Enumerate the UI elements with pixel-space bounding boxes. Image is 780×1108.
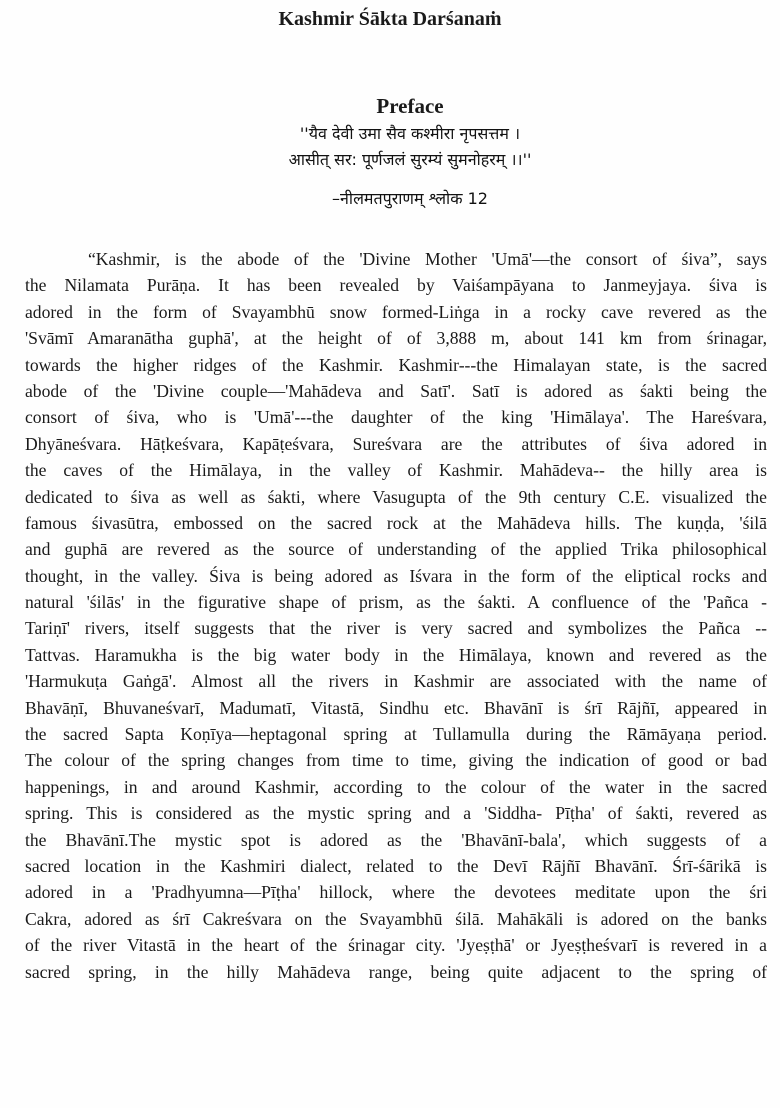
text-line: Bhavāṇī, Bhuvaneśvarī, Madumatī, Vitastā, Sindhu etc. Bhavānī is śrī Rājñī, appeared in xyxy=(25,697,767,718)
text-line: 'Harmukuṭa Gaṅgā'. Almost all the rivers in Kashmir are associated with the name of xyxy=(25,671,767,692)
text-line: the Nilamata Purāṇa. It has been revealed by Vaiśampāyana to Janmeyjaya. śiva is xyxy=(25,275,767,296)
text-line: of the river Vitastā in the heart of the śrinagar city. 'Jyeṣṭhā' or Jyeṣṭheśvarī is revered in a xyxy=(25,935,767,956)
text-line: sacred location in the Kashmiri dialect, related to the Devī Rājñī Bhavānī. Śrī-śārikā is xyxy=(25,855,767,876)
text-line: natural 'śilās' in the figurative shape of prism, as the śakti. A confluence of the 'Pañca - xyxy=(25,592,767,613)
epigraph-line-2: आसीत् सर: पूर्णजलं सुरम्यं सुमनोहरम् ।।'' xyxy=(288,150,532,169)
text-line: Tattvas. Haramukha is the big water body in the Himālaya, known and revered as the xyxy=(25,644,767,665)
text-line: the sacred Sapta Koṇīya—heptagonal spring at Tullamulla during the Rāmāyaṇa period. xyxy=(25,724,767,745)
epigraph-source: –नीलमतपुराणम् श्लोक 12 xyxy=(332,189,488,208)
text-line: adored in the form of Svayambhū snow formed-Liṅga in a rocky cave revered as the xyxy=(25,301,767,322)
text-line: dedicated to śiva as well as śakti, where Vasugupta of the 9th century C.E. visualized the xyxy=(25,486,767,507)
text-line: spring. This is considered as the mystic spring and a 'Siddha- Pīṭha' of śakti, revered as xyxy=(25,803,767,824)
text-line: thought, in the valley. Śiva is being adored as Iśvara in the form of the eliptical rocks and xyxy=(25,565,767,586)
text-line: sacred spring, in the hilly Mahādeva range, being quite adjacent to the spring of xyxy=(25,961,767,982)
section-title: Preface xyxy=(376,94,444,118)
text-line: adored in a 'Pradhyumna—Pīṭha' hillock, where the devotees meditate upon the śri xyxy=(25,882,767,903)
text-line: Dhyāneśvara. Hāṭkeśvara, Kapāṭeśvara, Sureśvara are the attributes of śiva adored in xyxy=(25,433,767,454)
book-title: Kashmir Śākta Darśanaṁ xyxy=(278,8,502,30)
text-line: abode of the 'Divine couple—'Mahādeva and Satī'. Satī is adored as śakti being the xyxy=(25,380,767,401)
text-line: Cakra, adored as śrī Cakreśvara on the Svayambhū śilā. Mahākāli is adored on the banks xyxy=(25,908,767,929)
text-line: towards the higher ridges of the Kashmir. Kashmir---the Himalayan state, is the sacred xyxy=(25,354,767,375)
text-line: 'Svāmī Amaranātha guphā', at the height of of 3,888 m, about 141 km from śrinagar, xyxy=(25,328,767,349)
text-line: and guphā are revered as the source of understanding of the applied Trika philosophical xyxy=(25,539,767,560)
text-line: the Bhavānī.The mystic spot is adored as the 'Bhavānī-bala', which suggests of a xyxy=(25,829,767,850)
text-line: The colour of the spring changes from time to time, giving the indication of good or bad xyxy=(25,750,767,771)
text-line: happenings, in and around Kashmir, according to the colour of the water in the sacred xyxy=(25,776,767,797)
text-line: famous śivasūtra, embossed on the sacred rock at the Mahādeva hills. The kuṇḍa, 'śilā xyxy=(25,512,767,533)
text-line: “Kashmir, is the abode of the 'Divine Mother 'Umā'—the consort of śiva”, says xyxy=(88,249,767,269)
preface-paragraph xyxy=(25,246,767,985)
text-line: Tariṇī' rivers, itself suggests that the river is very sacred and symbolizes the Pañca -- xyxy=(25,618,767,639)
epigraph-line-1: ''यैव देवी उमा सैव कश्मीरा नृपसत्तम । xyxy=(299,124,521,143)
text-line: consort of śiva, who is 'Umā'---the daughter of the king 'Himālaya'. The Hareśvara, xyxy=(25,407,767,428)
text-line: the caves of the Himālaya, in the valley of Kashmir. Mahādeva-- the hilly area is xyxy=(25,460,767,481)
